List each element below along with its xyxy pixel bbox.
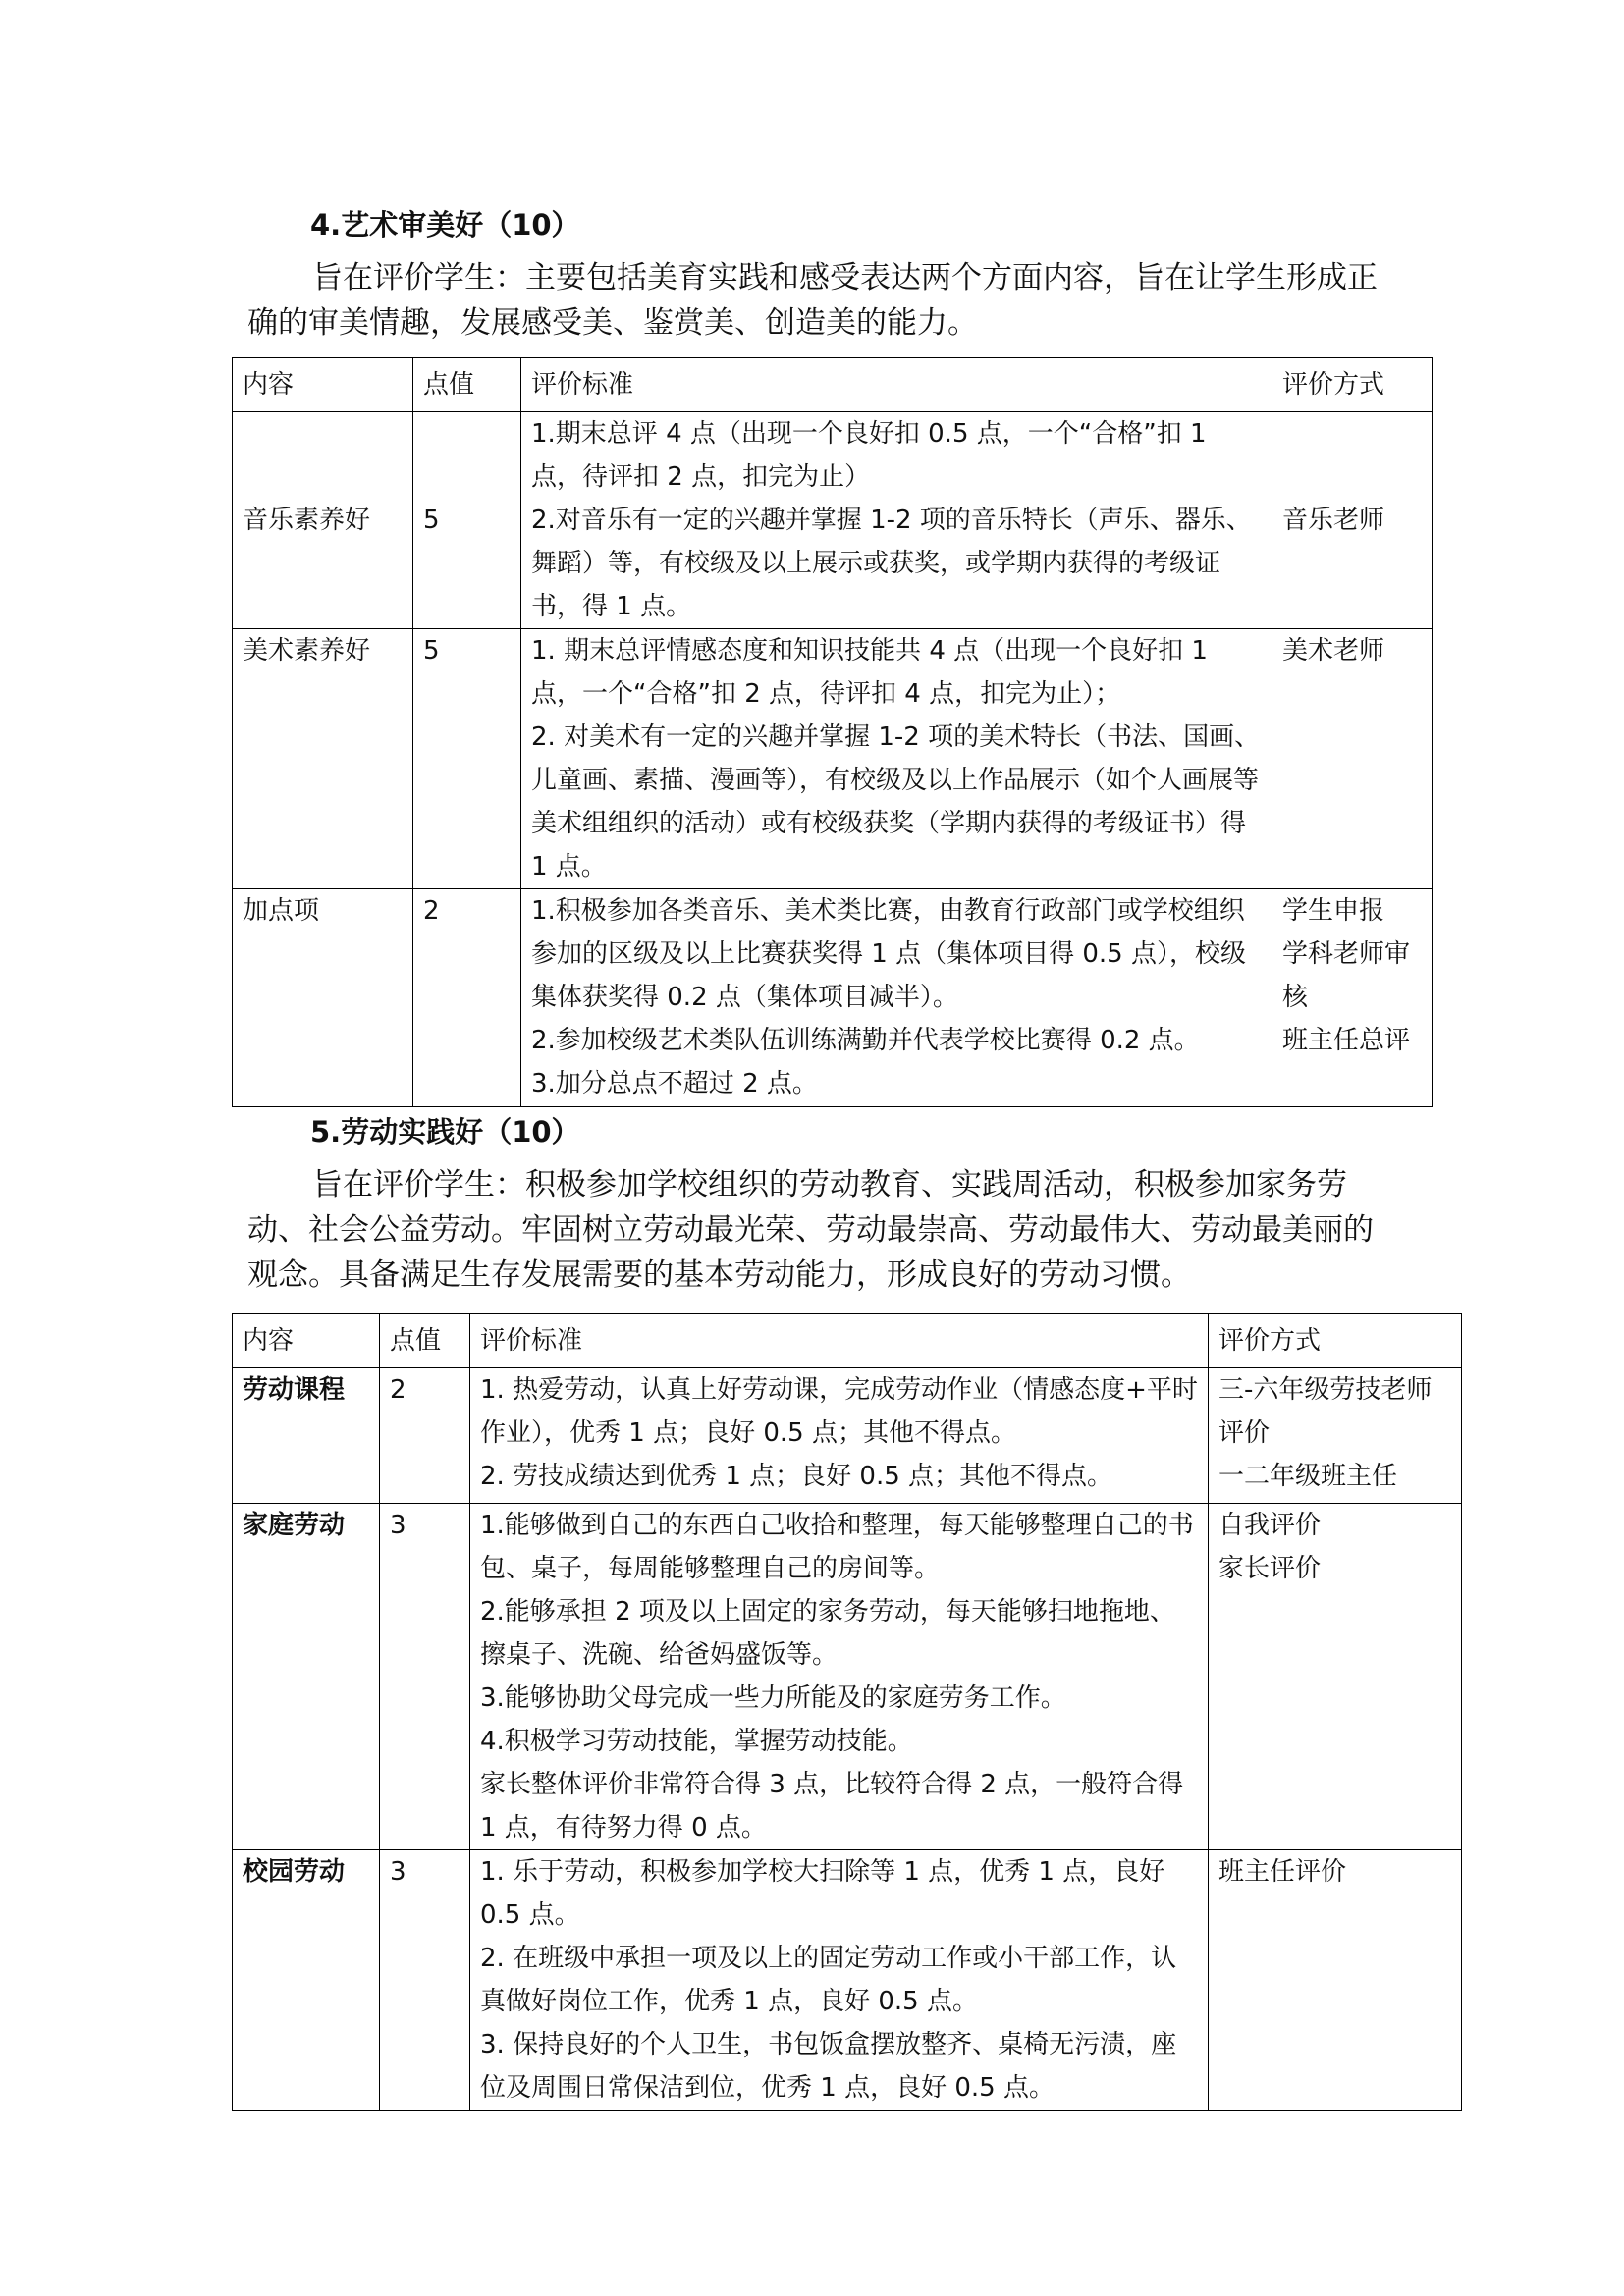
criteria-cell xyxy=(470,1504,1209,1850)
points-cell: 3 xyxy=(380,1850,470,2111)
table-row xyxy=(233,1850,1462,2111)
method-line: 美术老师 xyxy=(1282,636,1385,666)
item-cell: 音乐素养好 xyxy=(233,412,413,629)
criteria-line: 4.积极学习劳动技能，掌握劳动技能。 xyxy=(480,1727,913,1756)
criteria-line: 3. 保持良好的个人卫生，书包饭盒摆放整齐、桌椅无污渍，座位及周围日常保洁到位，优秀 1 点，良好 0.5 点。 xyxy=(480,2030,1177,2103)
points-cell: 5 xyxy=(413,412,521,629)
criteria-line: 2.对音乐有一定的兴趣并掌握 1-2 项的音乐特长（声乐、器乐、舞蹈）等，有校级及以上展示或获奖，或学期内获得的考级证书，得 1 点。 xyxy=(531,506,1252,621)
item-cell: 家庭劳动 xyxy=(233,1504,380,1850)
header-cell: 点值 xyxy=(380,1314,470,1368)
method-line: 学科老师审核 xyxy=(1282,939,1411,1012)
points-cell: 2 xyxy=(413,889,521,1107)
method-line: 一二年级班主任 xyxy=(1218,1462,1398,1491)
header-cell: 评价方式 xyxy=(1272,358,1433,412)
method-cell xyxy=(1209,1504,1462,1850)
criteria-line: 1. 乐于劳动，积极参加学校大扫除等 1 点，优秀 1 点，良好 0.5 点。 xyxy=(480,1857,1165,1930)
method-line: 班主任总评 xyxy=(1282,1026,1411,1055)
method-line: 学生申报 xyxy=(1282,896,1385,926)
method-cell xyxy=(1272,889,1433,1107)
criteria-line: 2.参加校级艺术类队伍训练满勤并代表学校比赛得 0.2 点。 xyxy=(531,1026,1200,1055)
section-5-intro: 旨在评价学生：积极参加学校组织的劳动教育、实践周活动，积极参加家务劳动、社会公益劳动。牢固树立劳动最光荣、劳动最崇高、劳动最伟大、劳动最美丽的观念。具备满足生存发展需要的基本劳动能力，形成良好的劳动习惯。 xyxy=(247,1167,1374,1293)
criteria-line: 3.加分总点不超过 2 点。 xyxy=(531,1069,818,1098)
table-row xyxy=(233,629,1433,889)
criteria-line: 2.能够承担 2 项及以上固定的家务劳动，每天能够扫地拖地、擦桌子、洗碗、给爸妈盛饭等。 xyxy=(480,1597,1175,1670)
points-cell: 2 xyxy=(380,1368,470,1504)
criteria-line: 1.期末总评 4 点（出现一个良好扣 0.5 点，一个“合格”扣 1 点，待评扣 2 点，扣完为止） xyxy=(531,419,1207,492)
criteria-cell xyxy=(521,412,1272,629)
method-cell xyxy=(1209,1850,1462,2111)
criteria-line: 2. 对美术有一定的兴趣并掌握 1-2 项的美术特长（书法、国画、儿童画、素描、漫画等），有校级及以上作品展示（如个人画展等美术组组织的活动）或有校级获奖（学期内获得的考级证书）得 1 点。 xyxy=(531,722,1261,881)
header-cell: 内容 xyxy=(233,358,413,412)
criteria-line: 1. 热爱劳动，认真上好劳动课，完成劳动作业（情感态度+平时作业），优秀 1 点；良好 0.5 点；其他不得点。 xyxy=(480,1375,1198,1448)
section-5-heading: 5.劳动实践好（10） xyxy=(310,1115,580,1148)
section-4-heading: 4.艺术审美好（10） xyxy=(310,208,580,241)
criteria-line: 1.积极参加各类音乐、美术类比赛，由教育行政部门或学校组织参加的区级及以上比赛获奖得 1 点（集体项目得 0.5 点），校级集体获奖得 0.2 点（集体项目减半）。 xyxy=(531,896,1246,1012)
item-cell: 美术素养好 xyxy=(233,629,413,889)
table-row xyxy=(233,1368,1462,1504)
section-5-table xyxy=(232,1313,1462,2111)
section-4-intro: 旨在评价学生：主要包括美育实践和感受表达两个方面内容，旨在让学生形成正确的审美情趣，发展感受美、鉴赏美、创造美的能力。 xyxy=(247,260,1378,341)
criteria-line: 家长整体评价非常符合得 3 点，比较符合得 2 点，一般符合得 1 点，有待努力得 0 点。 xyxy=(480,1770,1184,1842)
table-header-row xyxy=(233,1314,1462,1368)
header-cell: 评价标准 xyxy=(470,1314,1209,1368)
item-cell: 加点项 xyxy=(233,889,413,1107)
points-cell: 5 xyxy=(413,629,521,889)
method-cell xyxy=(1272,412,1433,629)
header-cell: 点值 xyxy=(413,358,521,412)
header-cell: 内容 xyxy=(233,1314,380,1368)
criteria-line: 2. 在班级中承担一项及以上的固定劳动工作或小干部工作，认真做好岗位工作，优秀 1 点，良好 0.5 点。 xyxy=(480,1944,1177,2016)
criteria-line: 2. 劳技成绩达到优秀 1 点；良好 0.5 点；其他不得点。 xyxy=(480,1462,1113,1491)
table-row xyxy=(233,889,1433,1107)
table-row xyxy=(233,412,1433,629)
section-4-table xyxy=(232,357,1433,1107)
points-cell: 3 xyxy=(380,1504,470,1850)
header-cell: 评价方式 xyxy=(1209,1314,1462,1368)
criteria-line: 1.能够做到自己的东西自己收拾和整理，每天能够整理自己的书包、桌子，每周能够整理自己的房间等。 xyxy=(480,1511,1194,1583)
method-line: 家长评价 xyxy=(1218,1554,1322,1583)
header-cell: 评价标准 xyxy=(521,358,1272,412)
table-row xyxy=(233,1504,1462,1850)
method-cell xyxy=(1209,1368,1462,1504)
item-cell: 校园劳动 xyxy=(233,1850,380,2111)
table-header-row xyxy=(233,358,1433,412)
item-cell: 劳动课程 xyxy=(233,1368,380,1504)
criteria-cell xyxy=(521,889,1272,1107)
criteria-cell xyxy=(470,1368,1209,1504)
method-line: 自我评价 xyxy=(1218,1511,1322,1540)
criteria-line: 3.能够协助父母完成一些力所能及的家庭劳务工作。 xyxy=(480,1683,1066,1713)
criteria-cell xyxy=(470,1850,1209,2111)
method-line: 班主任评价 xyxy=(1218,1857,1347,1887)
method-line: 音乐老师 xyxy=(1282,506,1385,535)
criteria-cell xyxy=(521,629,1272,889)
method-cell xyxy=(1272,629,1433,889)
criteria-line: 1. 期末总评情感态度和知识技能共 4 点（出现一个良好扣 1 点，一个“合格”扣 2 点，待评扣 4 点，扣完为止）； xyxy=(531,636,1208,709)
method-line: 三-六年级劳技老师评价 xyxy=(1218,1375,1433,1448)
